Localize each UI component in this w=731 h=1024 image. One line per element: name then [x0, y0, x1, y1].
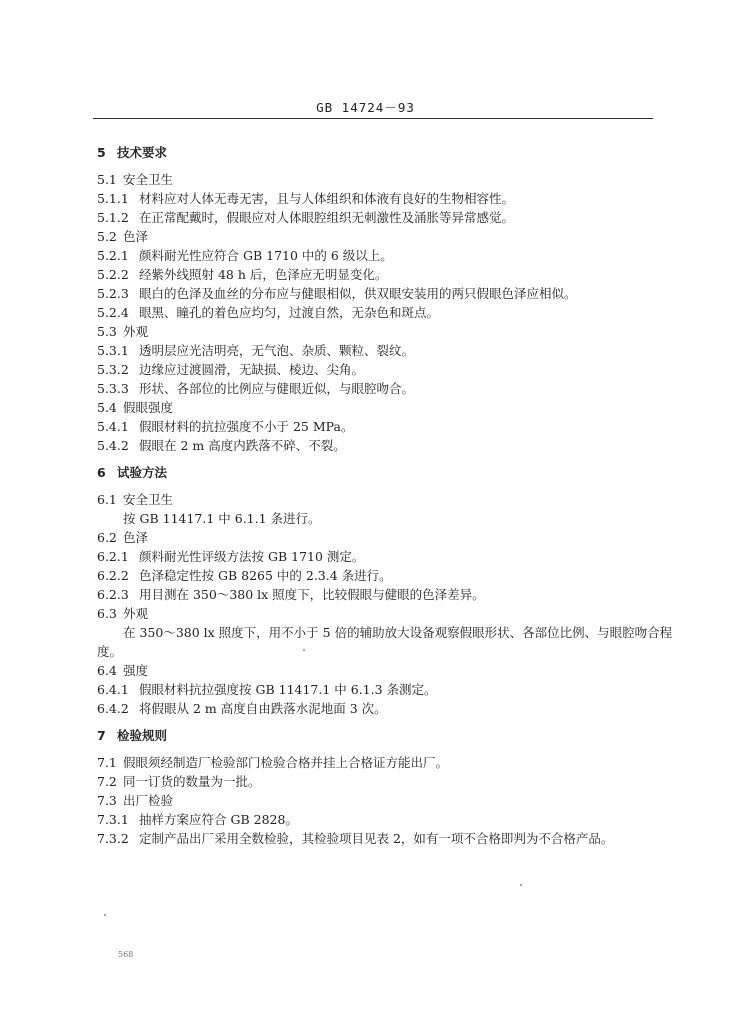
clause-s5-3 [97, 324, 148, 340]
clause-number: 5 [97, 145, 106, 160]
clause-number: 6.2.3 [97, 587, 129, 602]
clause-text: 技术要求 [117, 145, 168, 160]
clause-text: 色泽稳定性按 GB 8265 中的 2.3.4 条进行。 [139, 568, 392, 583]
clause-text: 形状、各部位的比例应与健眼近似，与眼腔吻合。 [139, 381, 415, 396]
clause-number: 7 [97, 728, 106, 743]
clause-number: 7.3.1 [97, 812, 129, 827]
clause-text: 在 350～380 lx 照度下，用不小于 5 倍的辅助放大设备观察假眼形状、各部位比例、与眼腔吻合程 [123, 625, 673, 640]
clause-number: 5.2.3 [97, 286, 129, 301]
clause-s6-2 [97, 530, 148, 546]
clause-s5-4 [97, 400, 173, 416]
clause-number: 5.1 [97, 172, 117, 187]
clause-text: 边缘应过渡圆滑，无缺损、棱边、尖角。 [139, 362, 365, 377]
clause-number: 6.2 [97, 530, 117, 545]
clause-s5-4-2 [97, 438, 346, 454]
clause-text: 假眼材料抗拉强度按 GB 11417.1 中 6.1.3 条测定。 [139, 682, 437, 697]
clause-number: 5.3.2 [97, 362, 129, 377]
clause-s5-4-1 [97, 419, 353, 435]
clause-number: 5.4.2 [97, 438, 129, 453]
clause-s7-1 [97, 755, 448, 771]
clause-number: 6.4.1 [97, 682, 129, 697]
clause-number: 6.2.2 [97, 568, 129, 583]
standard-code-header: GB 14724－93 [316, 100, 415, 115]
clause-s6-4 [97, 663, 148, 679]
clause-text: 外观 [123, 606, 149, 621]
clause-number: 6.1 [97, 492, 117, 507]
clause-number: 7.1 [97, 755, 117, 770]
clause-text: 色泽 [123, 530, 149, 545]
clause-s6 [97, 465, 167, 481]
clause-number: 7.2 [97, 774, 117, 789]
clause-s5-2-3 [97, 286, 577, 302]
clause-text: 假眼在 2 m 高度内跌落不碎、不裂。 [139, 438, 346, 453]
clause-s6-3-body1 [123, 625, 672, 641]
clause-s6-3-body2 [97, 644, 122, 660]
clause-s5-3-3 [97, 381, 414, 397]
clause-s5 [97, 145, 167, 161]
clause-s5-1-1 [97, 191, 514, 207]
clause-text: 眼黑、瞳孔的着色应均匀，过渡自然，无杂色和斑点。 [139, 305, 440, 320]
clause-number: 5.1.1 [97, 191, 129, 206]
clause-number: 6.4.2 [97, 701, 129, 716]
clause-text: 假眼须经制造厂检验部门检验合格并挂上合格证方能出厂。 [123, 755, 449, 770]
clause-text: 检验规则 [117, 728, 168, 743]
clause-number: 7.3 [97, 793, 117, 808]
clause-text: 眼白的色泽及血丝的分布应与健眼相似，供双眼安装用的两只假眼色泽应相似。 [139, 286, 577, 301]
clause-text: 材料应对人体无毒无害，且与人体组织和体液有良好的生物相容性。 [139, 191, 515, 206]
clause-s6-1 [97, 492, 173, 508]
clause-number: 5.3.3 [97, 381, 129, 396]
clause-number: 5.4.1 [97, 419, 129, 434]
header-rule [93, 118, 653, 119]
scan-speck [104, 914, 106, 916]
clause-number: 6 [97, 465, 106, 480]
clause-number: 6.2.1 [97, 549, 129, 564]
clause-s5-2-1 [97, 248, 393, 264]
clause-text: 出厂检验 [123, 793, 174, 808]
clause-s6-1-body [123, 511, 321, 527]
clause-s7-3-2 [97, 831, 613, 847]
clause-text: 抽样方案应符合 GB 2828。 [139, 812, 298, 827]
clause-number: 6.4 [97, 663, 117, 678]
clause-s6-3 [97, 606, 148, 622]
clause-text: 假眼材料的抗拉强度不小于 25 MPa。 [139, 419, 354, 434]
clause-s6-2-3 [97, 587, 485, 603]
clause-text: 颜料耐光性评级方法按 GB 1710 测定。 [139, 549, 365, 564]
clause-s5-1-2 [97, 210, 514, 226]
clause-s7-3-1 [97, 812, 298, 828]
clause-number: 5.3.1 [97, 343, 129, 358]
scan-speck [520, 884, 522, 886]
clause-text: 度。 [97, 644, 123, 659]
clause-number: 5.2.2 [97, 267, 129, 282]
clause-text: 按 GB 11417.1 中 6.1.1 条进行。 [123, 511, 321, 526]
clause-s7-3 [97, 793, 173, 809]
clause-text: 安全卫生 [123, 172, 174, 187]
clause-text: 颜料耐光性应符合 GB 1710 中的 6 级以上。 [139, 248, 393, 263]
clause-text: 定制产品出厂采用全数检验，其检验项目见表 2，如有一项不合格即判为不合格产品。 [139, 831, 614, 846]
clause-text: 色泽 [123, 229, 149, 244]
clause-number: 7.3.2 [97, 831, 129, 846]
clause-s5-3-2 [97, 362, 364, 378]
clause-number: 6.3 [97, 606, 117, 621]
clause-text: 试验方法 [117, 465, 168, 480]
clause-s7 [97, 728, 167, 744]
clause-text: 同一订货的数量为一批。 [123, 774, 261, 789]
clause-text: 外观 [123, 324, 149, 339]
clause-number: 5.4 [97, 400, 117, 415]
page-number: 568 [118, 950, 134, 959]
clause-s7-2 [97, 774, 261, 790]
clause-s6-2-2 [97, 568, 392, 584]
clause-text: 假眼强度 [123, 400, 174, 415]
clause-number: 5.2 [97, 229, 117, 244]
clause-number: 5.3 [97, 324, 117, 339]
clause-s5-2 [97, 229, 148, 245]
clause-text: 经紫外线照射 48 h 后，色泽应无明显变化。 [139, 267, 388, 282]
clause-text: 强度 [123, 663, 149, 678]
clause-number: 5.2.4 [97, 305, 129, 320]
clause-text: 将假眼从 2 m 高度自由跌落水泥地面 3 次。 [139, 701, 387, 716]
clause-text: 在正常配戴时，假眼应对人体眼腔组织无刺激性及涌胀等异常感觉。 [139, 210, 515, 225]
clause-text: 用目测在 350～380 lx 照度下，比较假眼与健眼的色泽差异。 [139, 587, 485, 602]
clause-text: 安全卫生 [123, 492, 174, 507]
clause-number: 5.1.2 [97, 210, 129, 225]
clause-s5-1 [97, 172, 173, 188]
clause-s6-4-2 [97, 701, 387, 717]
clause-s6-4-1 [97, 682, 437, 698]
clause-s5-2-4 [97, 305, 439, 321]
clause-s6-2-1 [97, 549, 364, 565]
clause-s5-2-2 [97, 267, 387, 283]
clause-number: 5.2.1 [97, 248, 129, 263]
clause-text: 透明层应光洁明亮，无气泡、杂质、颗粒、裂纹。 [139, 343, 415, 358]
clause-s5-3-1 [97, 343, 414, 359]
scan-speck [303, 649, 305, 651]
